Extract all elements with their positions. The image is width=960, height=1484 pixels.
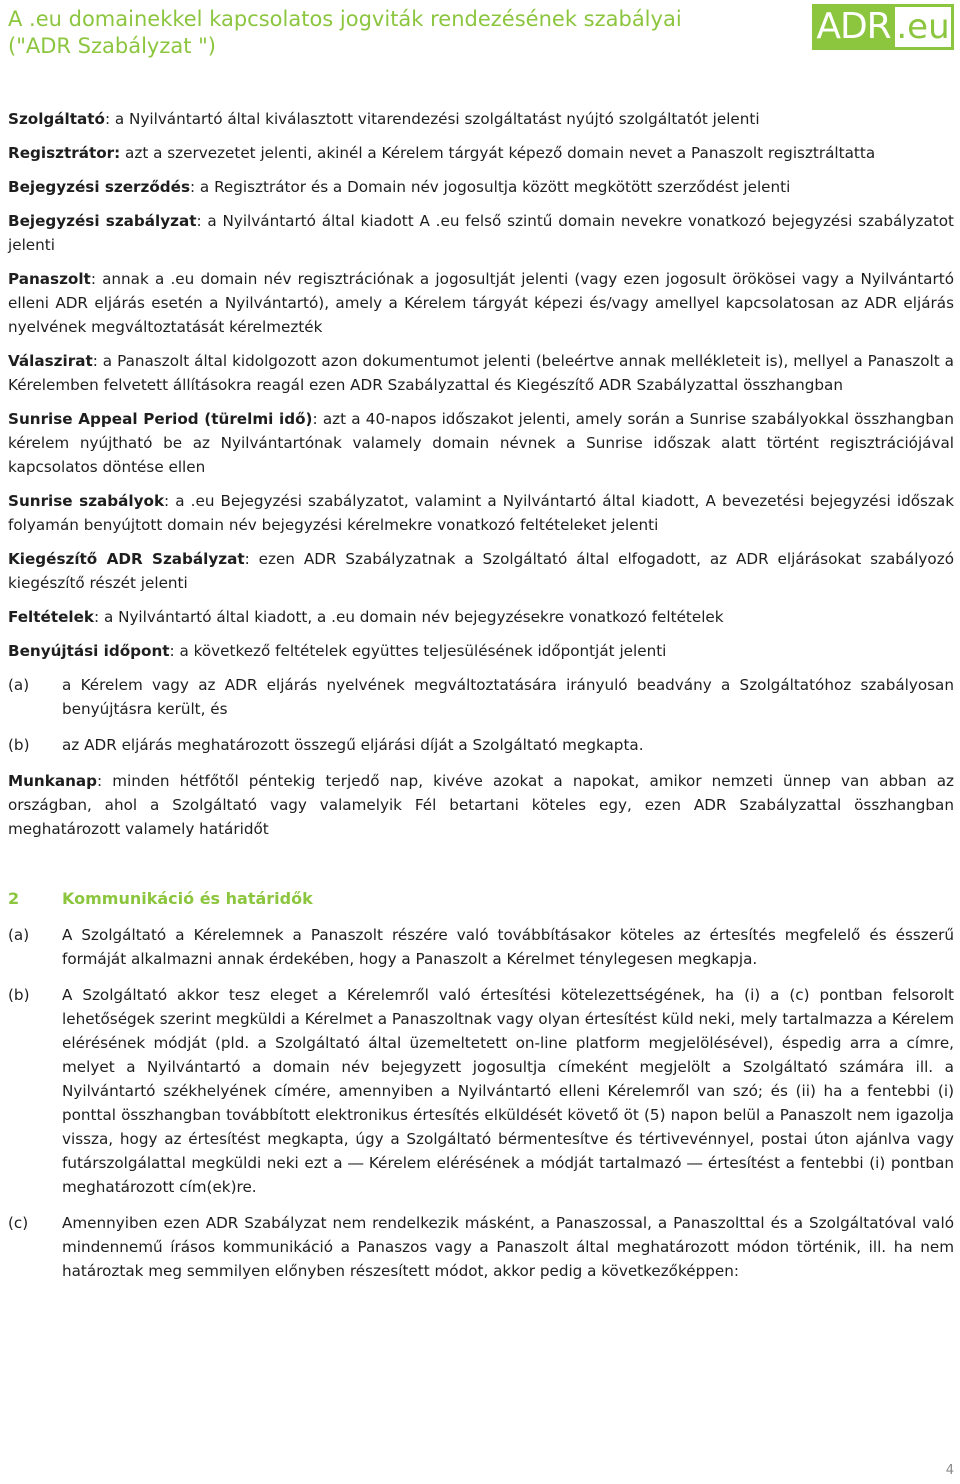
definition-text: : a Nyilvántartó által kiválasztott vitarendezési szolgáltatást nyújtó szolgáltatót jelenti — [104, 110, 760, 128]
definition-feltetelek — [8, 605, 954, 629]
list-item-label: (b) — [8, 736, 30, 754]
logo-adr-text: ADR — [812, 4, 895, 50]
adr-eu-logo — [812, 4, 954, 50]
logo-eu-text: .eu — [895, 4, 954, 50]
definition-term: Válaszirat — [8, 352, 93, 370]
list-item-label: (a) — [8, 926, 30, 944]
definition-text: : a Nyilvántartó által kiadott A .eu felső szintű domain nevekre vonatkozó bejegyzési szabályzatot jelenti — [8, 212, 955, 254]
title-line-1: A .eu domainekkel kapcsolatos jogviták rendezésének szabályai — [8, 7, 682, 31]
definition-term: Szolgáltató — [8, 110, 105, 128]
section-title: Kommunikáció és határidők — [62, 889, 313, 908]
list-item — [8, 673, 954, 721]
definition-term: Bejegyzési szabályzat — [8, 212, 197, 230]
definition-valaszirat — [8, 349, 954, 397]
list-item-text: Amennyiben ezen ADR Szabályzat nem rendelkezik másként, a Panaszossal, a Panaszolttal és a Szolgáltatóval való mindennemű írásos kommunikáció a Panaszos vagy a Panaszolt által meghatározott módon történik, ill. ha nem határoztak meg semmilyen előnyben részesített módot, akkor pedig a következőképpen: — [62, 1214, 954, 1280]
definition-text: : a Panaszolt által kidolgozott azon dokumentumot jelenti (beleértve annak mellékleteit is), mellyel a Panaszolt a Kérelemben felvetett állításokra reagál ezen ADR Szabályzattal és Kiegészítő ADR Szabályzattal összhangban — [8, 352, 954, 394]
definition-term: Benyújtási időpont — [8, 642, 170, 660]
document-title — [8, 6, 788, 60]
definition-regisztrator — [8, 141, 954, 165]
definition-text: : annak a .eu domain név regisztrációnak a jogosultját jelenti (vagy ezen jogosult örökösei vagy a Nyilvántartó elleni ADR eljárás esetén a Nyilvántartó), amely a Kérelem tárgyát képezi és/vagy amellyel kapcsolatosan az ADR eljárás nyelvének megváltoztatását kérelmezték — [8, 270, 954, 336]
section-number: 2 — [8, 889, 20, 908]
list-item-label: (c) — [8, 1214, 29, 1232]
definition-text: : minden hétfőtől péntekig terjedő nap, kivéve azokat a napokat, amikor nemzeti ünnep van abban az országban, ahol a Szolgáltató vagy valamelyik Fél betartani köteles egy, ezen ADR Szabályzattal összhangban meghatározott valamely határidőt — [8, 772, 954, 838]
definition-term: Feltételek — [8, 608, 94, 626]
list-item-text: A Szolgáltató a Kérelemnek a Panaszolt részére való továbbításakor köteles az értesítés megfelelő és ésszerű formáját alkalmazni annak érdekében, hogy a Panaszolt a Kérelmet ténylegesen megkapja. — [62, 926, 954, 968]
definition-kiegeszito-adr — [8, 547, 954, 595]
definition-text: : a .eu Bejegyzési szabályzatot, valamint a Nyilvántartó által kiadott, A bevezetési bejegyzési időszak folyamán benyújtott domain név bejegyzési kérelmekre vonatkozó feltételeket jelenti — [8, 492, 954, 534]
list-item — [8, 733, 954, 757]
definition-term: Sunrise Appeal Period (türelmi idő) — [8, 410, 313, 428]
definition-term: Kiegészítő ADR Szabályzat — [8, 550, 245, 568]
list-item-label: (b) — [8, 986, 30, 1004]
definition-term: Munkanap — [8, 772, 98, 790]
definition-munkanap — [8, 769, 954, 841]
section-heading — [8, 887, 954, 911]
definition-benyujtasi-idopont — [8, 639, 954, 663]
page-number: 4 — [945, 1463, 954, 1478]
document-body — [8, 107, 954, 1295]
definition-text: : a Regisztrátor és a Domain név jogosultja között megkötött szerződést jelenti — [189, 178, 791, 196]
definition-term: Regisztrátor: — [8, 144, 121, 162]
definition-text: : ezen ADR Szabályzatnak a Szolgáltató által elfogadott, az ADR eljárásokat szabályozó kiegészítő részét jelenti — [8, 550, 954, 592]
definition-text: : a következő feltételek együttes teljesülésének időpontját jelenti — [169, 642, 667, 660]
list-item-text: A Szolgáltató akkor tesz eleget a Kérelemről való értesítési kötelezettségének, ha (i) a (c) pontban felsorolt lehetőségek szerint megküldi a Kérelmet a Panaszoltnak vagy olyan értesítést küld neki, mely tartalmazza a Kérelem elérésének módját (pld. a Szolgáltató által üzemeltetett on-line platform megjelölésével), éspedig arra a címre, melyet a Nyilvántartó a domain név bejegyzett jogosultja címeként megjelölt a Szolgáltató számára ill. a Nyilvántartó székhelyének címére, amennyiben a Nyilvántartó elleni Kérelemről van szó; és (ii) ha a fentebbi (i) ponttal összhangban továbbított elektronikus értesítés elküldését követő öt (5) napon belül a Panaszolt nem igazolja vissza, hogy az értesítést megkapta, úgy a Szolgáltató bérmentesítve és tértivevénnyel, postai úton ajánlva vagy futárszolgálattal megküldi neki ezt a ― Kérelem elérésének a módját tartalmazó ― értesítést a fentebbi (i) pontban meghatározott cím(ek)re. — [62, 986, 954, 1196]
title-line-2: ("ADR Szabályzat ") — [8, 34, 216, 58]
list-item-text: a Kérelem vagy az ADR eljárás nyelvének megváltoztatására irányuló beadvány a Szolgáltatóhoz szabályosan benyújtásra került, és — [62, 676, 954, 718]
definition-term: Panaszolt — [8, 270, 91, 288]
definition-panaszolt — [8, 267, 954, 339]
definition-term: Bejegyzési szerződés — [8, 178, 190, 196]
list-item-label: (a) — [8, 676, 30, 694]
list-item-text: az ADR eljárás meghatározott összegű eljárási díját a Szolgáltató megkapta. — [62, 736, 644, 754]
definition-text: : a Nyilvántartó által kiadott, a .eu domain név bejegyzésekre vonatkozó feltételek — [94, 608, 724, 626]
definition-bejegyzesi-szabalyzat — [8, 209, 954, 257]
list-item — [8, 923, 954, 971]
definition-text: : azt a 40-napos időszakot jelenti, amely során a Sunrise szabályokkal összhangban kérelem nyújtható be az Nyilvántartónak valamely domain névnek a Sunrise időszak alatt történt regisztrációjával kapcsolatos döntése ellen — [8, 410, 954, 476]
list-item — [8, 1211, 954, 1283]
definition-term: Sunrise szabályok — [8, 492, 165, 510]
definition-bejegyzesi-szerzodes — [8, 175, 954, 199]
definition-sunrise-appeal-period — [8, 407, 954, 479]
definition-sunrise-szabalyok — [8, 489, 954, 537]
list-item — [8, 983, 954, 1199]
definition-szolgaltato — [8, 107, 954, 131]
definition-text: azt a szervezetet jelenti, akinél a Kérelem tárgyát képező domain nevet a Panaszolt regisztráltatta — [120, 144, 876, 162]
